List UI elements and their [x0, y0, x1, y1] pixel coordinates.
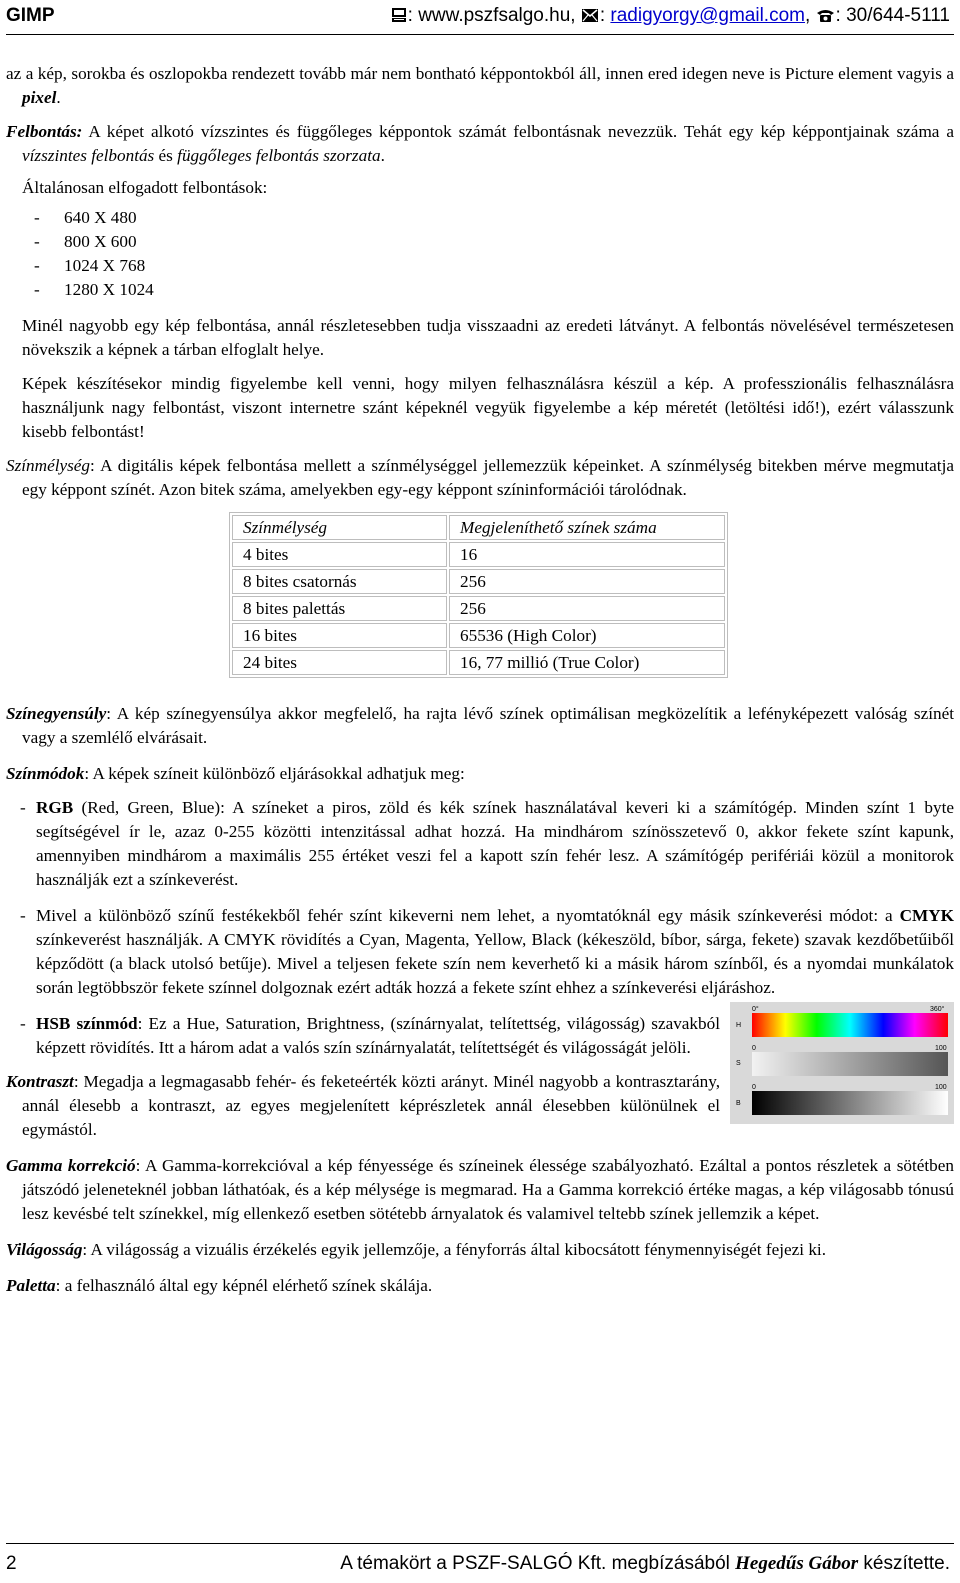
hue-axis-label: H: [736, 1022, 742, 1029]
table-cell: 256: [449, 596, 725, 621]
page-header: [6, 0, 954, 35]
hue-min-label: 0°: [752, 1006, 759, 1013]
bri-min-label: 0: [752, 1084, 756, 1091]
rgb-mode-item: - RGB (Red, Green, Blue): A színeket a piros, zöld és kék színek használatával keveri ki a számítógép. Minden színt 1 byte segítségével ír le, azaz 0-255 közötti intenzitással adhat hozzá. Ha mindhárom színösszetevő 0, akkor fekete színt kapunk, amennyiben mindhárom a maximális 255 értéket veszi fel a kapott szín fehér lesz. A számítógép perifériái közül a monitorok használják ezt a színkeverést.: [20, 798, 954, 889]
resolutions-intro: Általánosan elfogadott felbontások:: [22, 178, 268, 197]
gamma-paragraph: Gamma korrekció: A Gamma-korrekcióval a kép fényessége és színeinek élessége szabályozható. Ezáltal a pontos részletek a sötétben játszódó jeleneteknél jobban láthatóak, és a kép mélysége is megmarad. Ha a Gamma korrekció értéke magas, a kép világosabb tónusú lesz kevésbé telt színekkel, míg ellenkező esetben sötétebb árnyalatok és valamivel teltebb színek jellemzik a képet.: [6, 1156, 954, 1223]
paletta-paragraph: Paletta: a felhasználó által egy képnél elérhető színek skálája.: [6, 1276, 433, 1295]
list-item: - 1280 X 1024: [6, 278, 954, 302]
table-cell: 24 bites: [232, 650, 447, 675]
sat-min-label: 0: [752, 1045, 756, 1052]
table-row: [232, 623, 725, 648]
header-title: GIMP: [6, 5, 55, 26]
szinmodok-paragraph: Színmódok: A képek színeit különböző eljárásokkal adhatjuk meg:: [6, 764, 465, 783]
table-header-cell: Színmélység: [232, 515, 447, 540]
table-row: [232, 650, 725, 675]
kepek-paragraph: Képek készítésekor mindig figyelembe kell venni, hogy milyen felhasználásra készül a kép. A professzionális felhasználásra használjunk nagy felbontást, viszont internetre szánt képeknél vegyük figyelembe a kép méretét (letöltési idő!), ezért válasszunk kisebb felbontást!: [22, 374, 954, 441]
table-cell: 256: [449, 569, 725, 594]
header-contact: : www.pszfsalgo.hu, : radigyorgy@gmail.com, : 30/644-5111: [391, 4, 950, 30]
email-link[interactable]: radigyorgy@gmail.com: [610, 5, 805, 26]
table-cell: 8 bites csatornás: [232, 569, 447, 594]
color-depth-table: [229, 512, 728, 678]
list-item: - 640 X 480: [6, 206, 954, 230]
table-header-row: [232, 515, 725, 540]
table-cell: 4 bites: [232, 542, 447, 567]
brightness-gradient-bar: [752, 1091, 948, 1115]
website-link[interactable]: www.pszfsalgo.hu: [418, 5, 571, 26]
szinmelyseg-paragraph: Színmélység: A digitális képek felbontása mellett a színmélységgel jellemezzük képeinket. A színmélység bitekben mérve megmutatja egy képpont színét. Azon bitek száma, amelyekben egy-egy képpont színinformációi tárolódnak.: [6, 456, 954, 499]
felbontas-paragraph: Felbontás: A képet alkotó vízszintes és függőleges képpontok számát felbontásnak nevezzük. Tehát egy kép képpontjainak száma a vízszintes felbontás és függőleges felbontás szorzata.: [6, 122, 954, 165]
intro-paragraph: az a kép, sorokba és oszlopokba rendezett tovább már nem bontható képpontokból áll, innen ered idegen neve is Picture element vagyis a pixel.: [6, 64, 954, 107]
envelope-icon: [581, 6, 599, 30]
computer-icon: [391, 6, 407, 30]
cmyk-mode-item: - Mivel a különböző színű festékekből fehér színt kikeverni nem lehet, a nyomtatóknál egy másik színkeverési módot: a CMYK színkeverést használják. A CMYK rövidítés a Cyan, Magenta, Yellow, Black (kékeszöld, bíbor, sárga, fekete) szavak kezdőbetűiből képződött (a black utolsó betűje). Mivel a teljesen fekete szín nem keverhető ki a másik három színből, és a nyomdai munkálatok során legtöbbször fekete színnel dolgoznak ezért adták hozzá a fekete színt ehhez a színkeverési eljáráshoz.: [20, 906, 954, 997]
table-cell: 16, 77 millió (True Color): [449, 650, 725, 675]
table-row: [232, 596, 725, 621]
bri-axis-label: B: [736, 1100, 741, 1107]
hue-max-label: 360°: [930, 1006, 945, 1013]
hsb-mode-item: - HSB színmód: Ez a Hue, Saturation, Brightness, (színárnyalat, telítettség, világosság) szavakból képzett rövidítés. Itt a három adat a valós szín színárnyalatát, telítettségét és világosságát jelöli.: [20, 1014, 720, 1057]
sat-axis-label: S: [736, 1060, 741, 1067]
page-footer: [6, 1543, 954, 1578]
table-row: [232, 569, 725, 594]
table-row: [232, 542, 725, 567]
table-cell: 16 bites: [232, 623, 447, 648]
table-cell: 8 bites palettás: [232, 596, 447, 621]
bri-max-label: 100: [935, 1084, 947, 1091]
vilagossag-paragraph: Világosság: A világosság a vizuális érzékelés egyik jellemzője, a fényforrás által kibocsátott fénymennyiségét fejezi ki.: [6, 1240, 826, 1259]
list-item: - 1024 X 768: [6, 254, 954, 278]
page-number: 2: [6, 1553, 17, 1574]
telephone-icon: [816, 6, 835, 30]
szinegyensuly-paragraph: Színegyensúly: A kép színegyensúlya akkor megfelelő, ha rajta lévő színek optimálisan megközelítik a lefényképezett valóság színét vagy a szemlélő elvárásait.: [6, 704, 954, 747]
table-cell: 16: [449, 542, 725, 567]
kontraszt-paragraph: Kontraszt: Megadja a legmagasabb fehér- és feketeérték közti arányt. Minél nagyobb a kontrasztarány, annál élesebb a kontraszt, az egyes megjelenített képrészletek annál élesebben különülnek el egymástól.: [6, 1072, 720, 1139]
table-cell: 65536 (High Color): [449, 623, 725, 648]
minel-paragraph: Minél nagyobb egy kép felbontása, annál részletesebben tudja visszaadni az eredeti látványt. A felbontás növelésével természetesen növekszik a képnek a tárban elfoglalt helye.: [22, 316, 954, 359]
table-header-cell: Megjeleníthető színek száma: [449, 515, 725, 540]
list-item: - 800 X 600: [6, 230, 954, 254]
page-content: [6, 38, 954, 1298]
resolution-list: [6, 206, 954, 302]
footer-credit: A témakört a PSZF-SALGÓ Kft. megbízásából Hegedűs Gábor készítette.: [340, 1553, 950, 1574]
sat-max-label: 100: [935, 1045, 947, 1052]
phone-number: 30/644-5111: [846, 5, 950, 26]
